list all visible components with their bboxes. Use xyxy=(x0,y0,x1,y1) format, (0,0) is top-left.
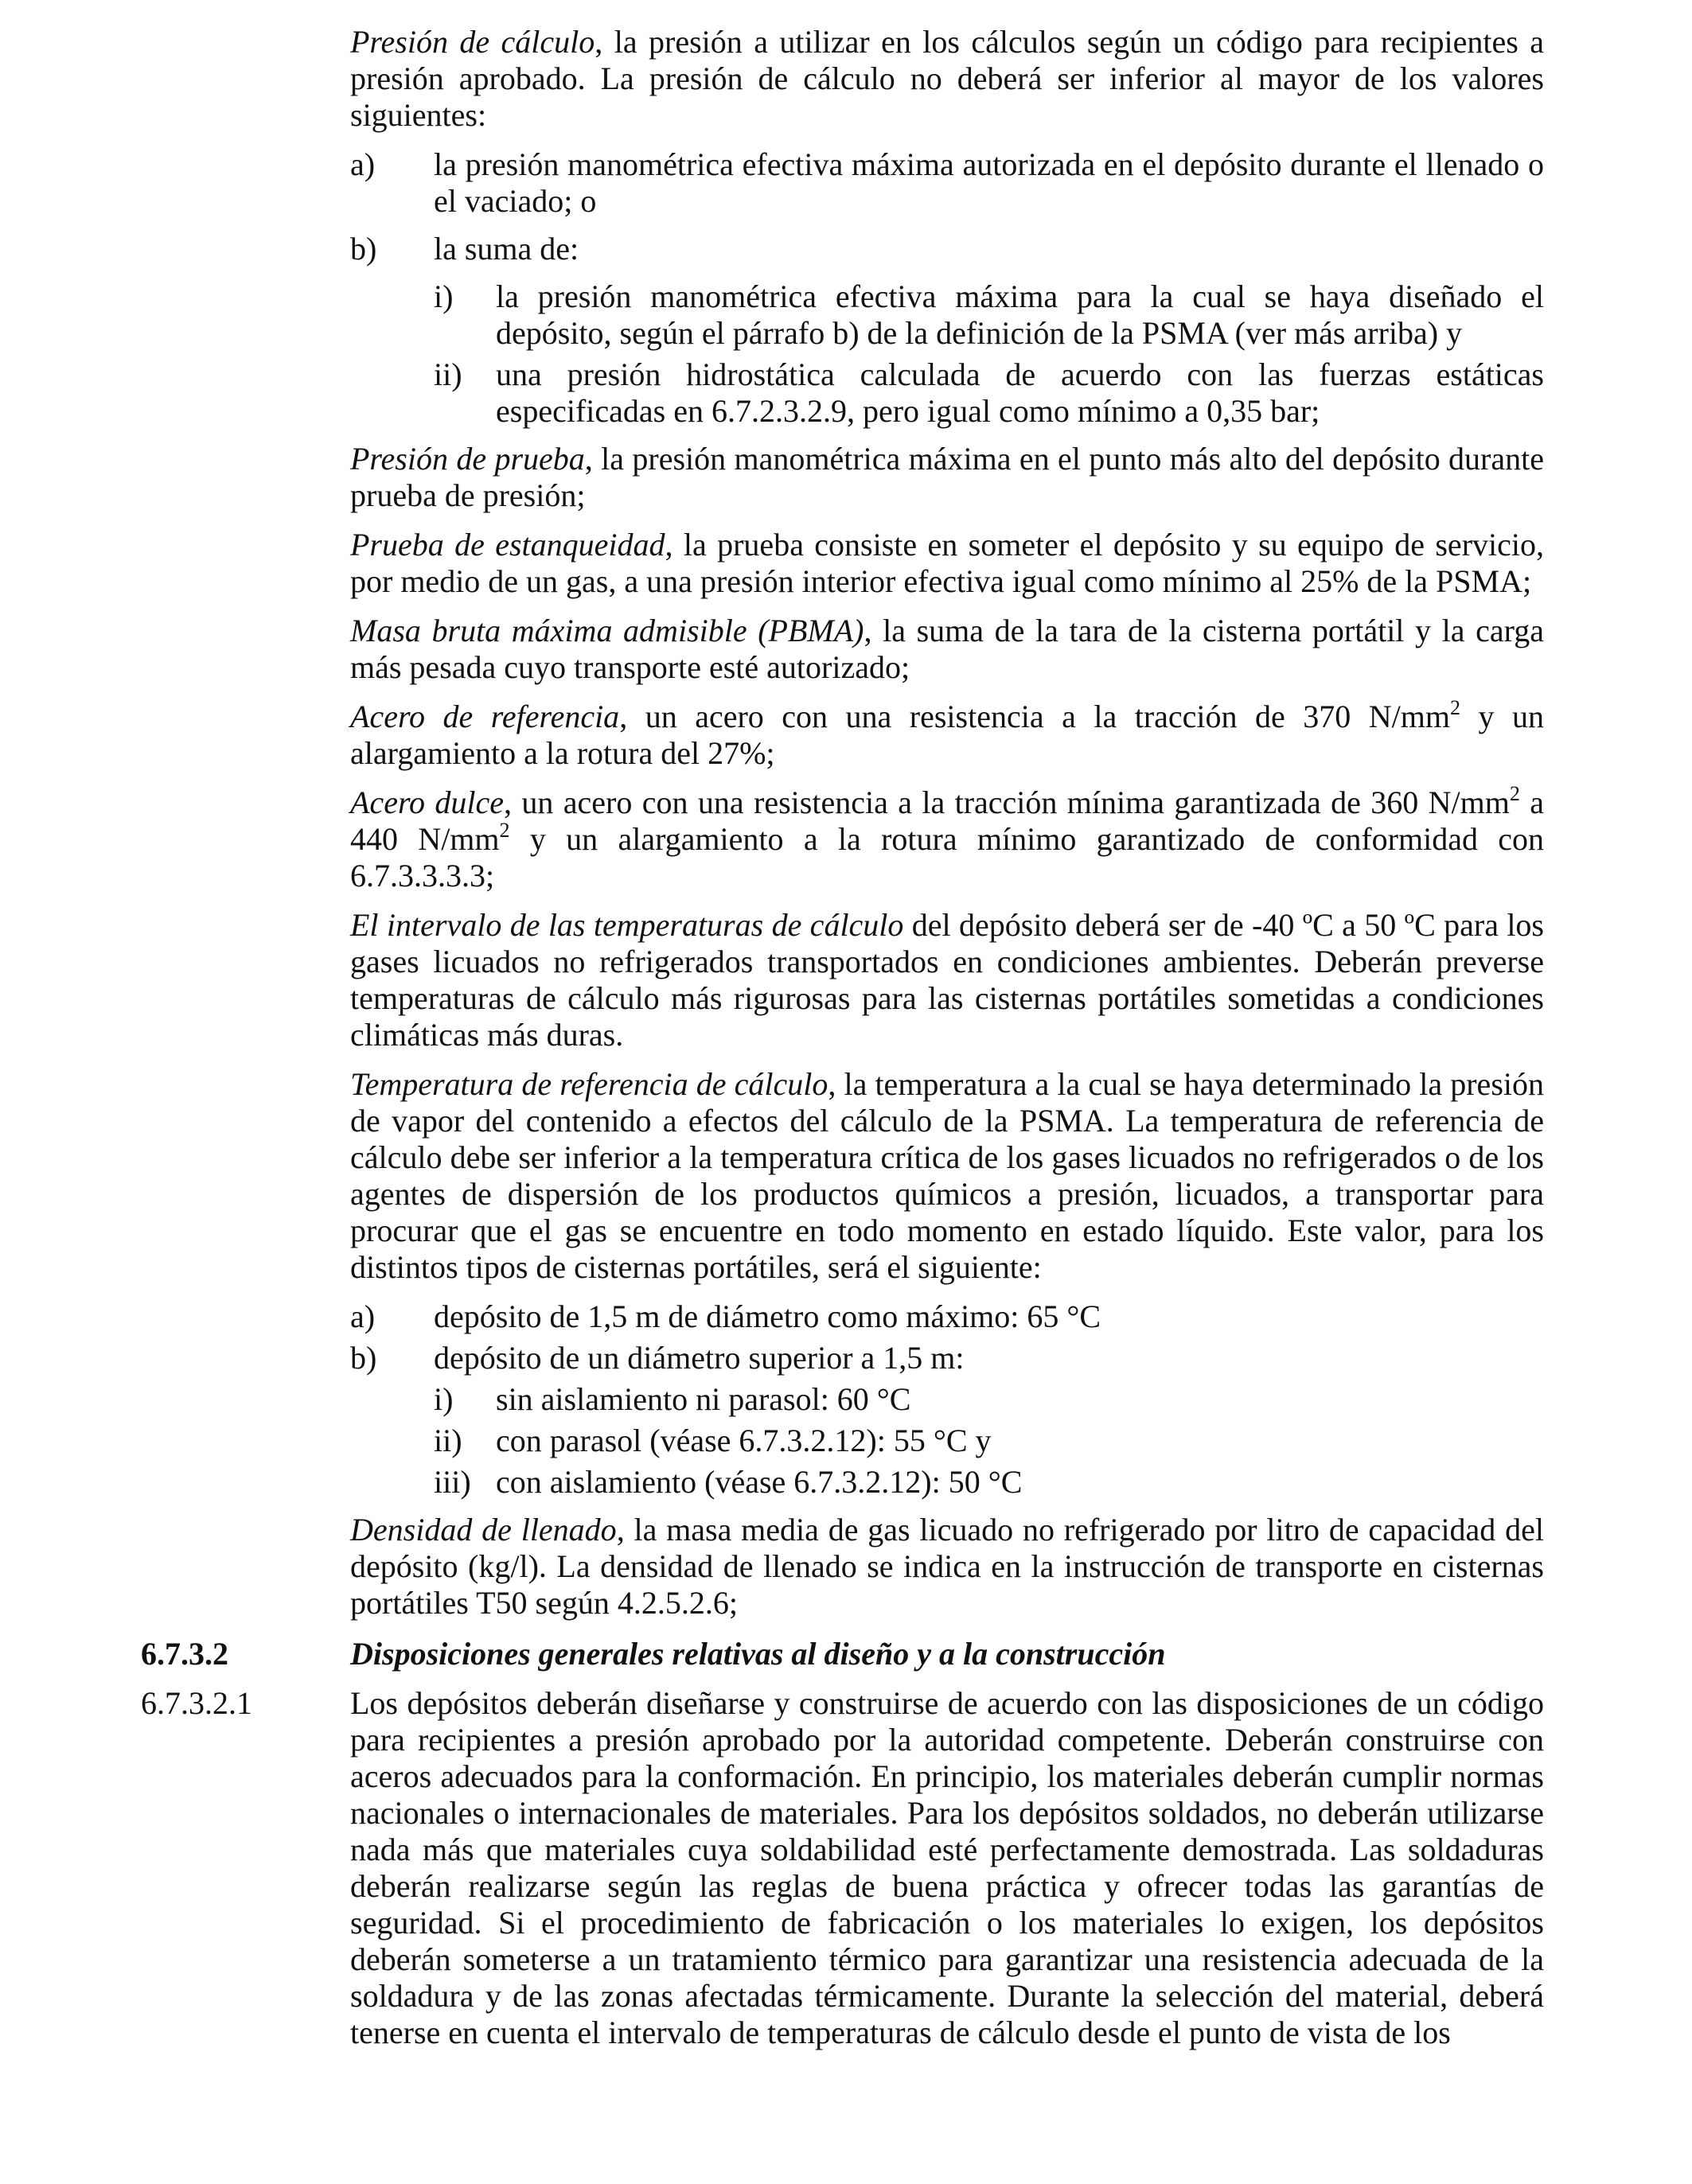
subsection-paragraph xyxy=(141,1685,1544,2051)
list-item xyxy=(350,1340,1544,1376)
list-label: i) xyxy=(434,278,454,314)
list-label: iii) xyxy=(434,1464,471,1500)
definition-design-temperature-range xyxy=(350,907,1544,1053)
definition-design-pressure xyxy=(350,24,1544,134)
list-text: la presión manométrica efectiva máxima para la cual se haya diseñado el depósito, según el párrafo b) de la definición de la PSMA (ver más arriba) y xyxy=(496,278,1544,351)
list-item xyxy=(434,1381,1544,1418)
section-heading xyxy=(141,1636,1544,1672)
definition-mild-steel xyxy=(350,781,1545,894)
list-item xyxy=(434,356,1544,430)
definition-leakproofness-test xyxy=(350,527,1544,600)
superscript: 2 xyxy=(499,818,510,842)
superscript: 2 xyxy=(1509,781,1520,805)
list-item xyxy=(350,1298,1544,1335)
superscript: 2 xyxy=(1450,695,1460,719)
term: Prueba de estanqueidad xyxy=(350,527,665,563)
definition-text: y un alargamiento a la rotura del 27%; xyxy=(350,699,1544,771)
term: Temperatura de referencia de cálculo xyxy=(350,1066,828,1102)
section-number: 6.7.3.2 xyxy=(141,1636,228,1672)
definition-text: , un acero con una resistencia a la tracción mínima garantizada de 360 N/mm xyxy=(504,784,1510,820)
definition-text: , la prueba consiste en someter el depósito y su equipo de servicio, por medio de un gas, a una presión interior efectiva igual como mínimo al 25% de la PSMA; xyxy=(350,527,1544,599)
list-item xyxy=(434,1423,1544,1459)
definition-text: , la presión manométrica máxima en el punto más alto del depósito durante prueba de presión; xyxy=(350,441,1545,513)
list-text: con parasol (véase 6.7.3.2.12): 55 °C y xyxy=(496,1423,992,1458)
term: Densidad de llenado xyxy=(350,1512,617,1547)
subsection-text: Los depósitos deberán diseñarse y construirse de acuerdo con las disposiciones de un código para recipientes a presión aprobado por la autoridad competente. Deberán construirse con aceros adecuados para la conformación. En principio, los materiales deberán cumplir normas nacionales o internacionales de materiales. Para los depósitos soldados, no deberán utilizarse nada más que materiales cuya soldabilidad esté perfectamente demostrada. Las soldaduras deberán realizarse según las reglas de buena práctica y ofrecer todas las garantías de seguridad. Si el procedimiento de fabricación o los materiales lo exigen, los depósitos deberán someterse a un tratamiento térmico para garantizar una resistencia adecuada de la soldadura y de las zonas afectadas térmicamente. Durante la selección del material, deberá tenerse en cuenta el intervalo de temperaturas de cálculo desde el punto de vista de los xyxy=(350,1685,1544,2050)
definition-text: y un alargamiento a la rotura mínimo garantizado de conformidad con 6.7.3.3.3.3; xyxy=(350,821,1545,893)
list-item xyxy=(350,231,1544,267)
definition-text: del depósito deberá ser de -40 ºC a 50 ºC para los gases licuados no refrigerados transportados en condiciones ambientes. Deberán preverse temperaturas de cálculo más rigurosas para las cisternas portátiles sometidas a condiciones climáticas más duras. xyxy=(350,907,1544,1053)
list-label: ii) xyxy=(434,356,462,392)
list-text: con aislamiento (véase 6.7.3.2.12): 50 °C xyxy=(496,1464,1023,1500)
list-label: a) xyxy=(350,1298,376,1334)
term: Presión de prueba xyxy=(350,441,585,477)
definition-filling-density xyxy=(350,1512,1544,1621)
definition-design-reference-temperature xyxy=(350,1066,1544,1286)
term: Acero dulce xyxy=(350,784,505,820)
term: Acero de referencia xyxy=(350,699,620,734)
list-label: i) xyxy=(434,1381,454,1417)
list-text: sin aislamiento ni parasol: 60 °C xyxy=(496,1381,911,1417)
list-text: una presión hidrostática calculada de acuerdo con las fuerzas estáticas especificadas en 6.7.2.3.2.9, pero igual como mínimo a 0,35 bar; xyxy=(496,356,1544,429)
definition-reference-steel xyxy=(350,695,1544,772)
list-item xyxy=(350,146,1544,220)
definition-text: , un acero con una resistencia a la tracción de 370 N/mm xyxy=(619,699,1450,734)
list-label: b) xyxy=(350,231,377,267)
term: El intervalo de las temperaturas de cálculo xyxy=(350,907,904,943)
definition-max-gross-mass xyxy=(350,613,1544,686)
list-item xyxy=(434,1464,1544,1501)
text-column xyxy=(141,24,1545,2051)
list-text: la presión manométrica efectiva máxima autorizada en el depósito durante el llenado o el vaciado; o xyxy=(434,146,1544,219)
list-item xyxy=(434,278,1544,352)
definition-text: , la masa media de gas licuado no refrigerado por litro de capacidad del depósito (kg/l). La densidad de llenado se indica en la instrucción de transporte en cisternas portátiles T50 según 4.2.5.2.6; xyxy=(350,1512,1544,1621)
definition-text: , la suma de la tara de la cisterna portátil y la carga más pesada cuyo transporte esté autorizado; xyxy=(350,613,1544,685)
list-label: b) xyxy=(350,1340,377,1376)
list-label: a) xyxy=(350,146,376,182)
section-title: Disposiciones generales relativas al diseño y a la construcción xyxy=(350,1636,1166,1672)
term: Masa bruta máxima admisible (PBMA) xyxy=(350,613,864,648)
definition-text: a 440 N/mm xyxy=(350,784,1544,857)
subsection-number: 6.7.3.2.1 xyxy=(141,1685,252,1721)
term: Presión de cálculo xyxy=(350,24,595,60)
list-text: la suma de: xyxy=(434,231,579,267)
definition-test-pressure xyxy=(350,441,1544,514)
list-text: depósito de un diámetro superior a 1,5 m: xyxy=(434,1340,965,1376)
definition-text: , la temperatura a la cual se haya determinado la presión de vapor del contenido a efectos del cálculo de la PSMA. La temperatura de referencia de cálculo debe ser inferior a la temperatura crítica de los gases licuados no refrigerados o de los agentes de dispersión de los productos químicos a presión, licuados, a transportar para procurar que el gas se encuentre en todo momento en estado líquido. Este valor, para los distintos tipos de cisternas portátiles, será el siguiente: xyxy=(350,1066,1544,1285)
list-label: ii) xyxy=(434,1423,462,1458)
definition-text: , la presión a utilizar en los cálculos según un código para recipientes a presión aprobado. La presión de cálculo no deberá ser inferior al mayor de los valores siguientes: xyxy=(350,24,1545,133)
list-text: depósito de 1,5 m de diámetro como máximo: 65 °C xyxy=(434,1298,1101,1334)
